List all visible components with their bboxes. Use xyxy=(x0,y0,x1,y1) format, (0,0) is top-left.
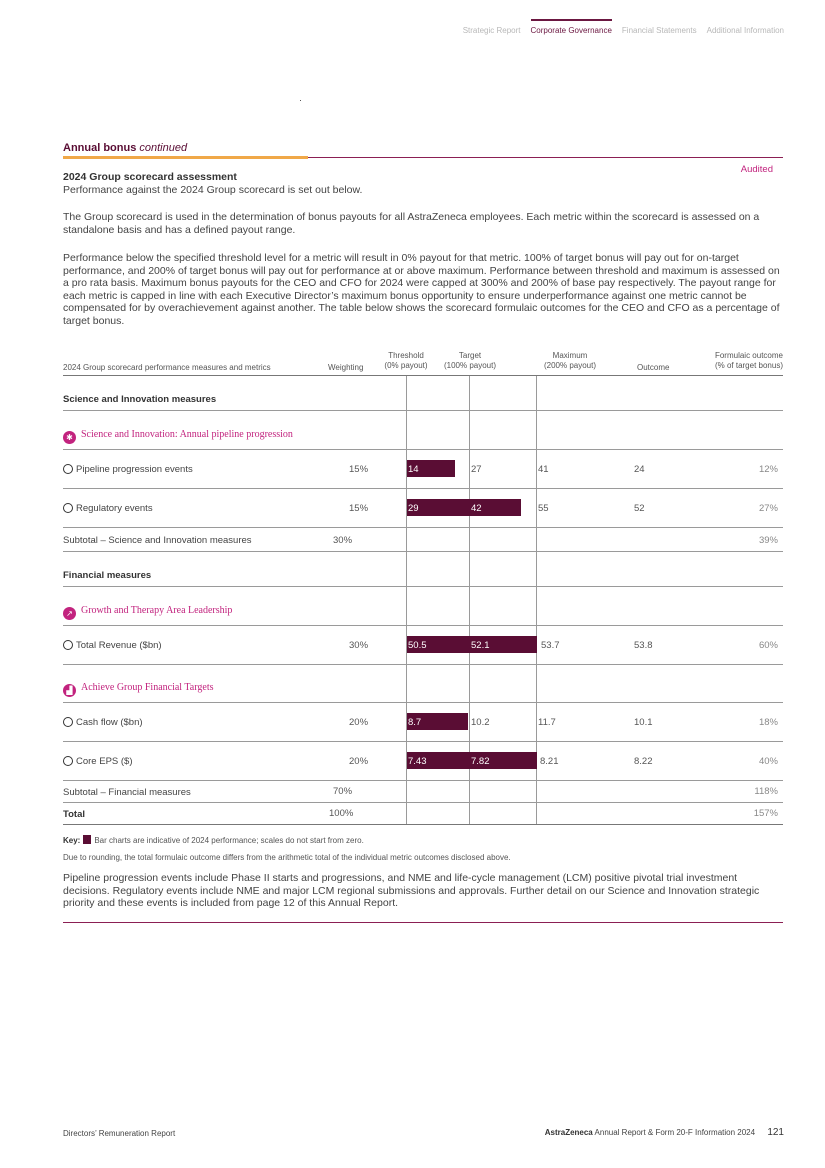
eps-formulaic: 40% xyxy=(758,756,778,767)
pipeline-formulaic: 12% xyxy=(758,464,778,475)
circle-icon xyxy=(63,717,73,727)
header-maximum-line1: Maximum xyxy=(552,351,588,360)
pipeline-weighting: 15% xyxy=(349,464,369,475)
revenue-outcome: 53.8 xyxy=(634,640,653,651)
revenue-target: 52.1 xyxy=(471,640,490,651)
subtotal-science-label: Subtotal – Science and Innovation measures xyxy=(63,535,252,546)
growth-chart-icon: ↗ xyxy=(63,607,76,620)
nav-financial-statements[interactable]: Financial Statements xyxy=(621,26,697,35)
total-label: Total xyxy=(63,809,85,820)
cashflow-formulaic: 18% xyxy=(758,717,778,728)
row-rule xyxy=(63,551,783,552)
cashflow-maximum: 11.7 xyxy=(538,717,556,728)
regulatory-target: 42 xyxy=(471,503,482,514)
subtotal-financial-formulaic: 118% xyxy=(754,786,778,797)
row-rule xyxy=(63,586,783,587)
atom-icon: ✱ xyxy=(63,431,76,444)
regulatory-performance-bar xyxy=(407,499,521,516)
cashflow-row-label xyxy=(63,717,143,728)
nav-strategic-report[interactable]: Strategic Report xyxy=(462,26,521,35)
nav-additional-information[interactable]: Additional Information xyxy=(706,26,784,35)
revenue-threshold: 50.5 xyxy=(408,640,427,651)
eps-label: Core EPS ($) xyxy=(76,756,133,767)
cashflow-threshold: 8.7 xyxy=(408,717,422,728)
eps-target: 7.82 xyxy=(471,756,490,767)
row-rule xyxy=(63,664,783,665)
eps-row-label xyxy=(63,756,133,767)
pipeline-row-label xyxy=(63,464,193,475)
eps-outcome: 8.22 xyxy=(634,756,653,767)
revenue-weighting: 30% xyxy=(349,640,369,651)
bottom-rule xyxy=(63,922,783,923)
growth-group-row xyxy=(63,605,232,620)
regulatory-threshold: 29 xyxy=(408,503,419,514)
bar-swatch-icon xyxy=(83,835,91,844)
rounding-note: Due to rounding, the total formulaic outcome differs from the arithmetic total of the individual metric outcomes disclosed above. xyxy=(63,853,511,862)
regulatory-row-label xyxy=(63,503,153,514)
closing-paragraph: Pipeline progression events include Phase II starts and progressions, and NME and life-cycle management (LCM) positive pivotal trial investment decisions. Regulatory events include NME and major LCM regional submissions and approvals. Further detail on our Science and Innovation strategic priority and these events is included from page 12 of this Annual Report. xyxy=(63,872,760,909)
total-formulaic: 157% xyxy=(753,808,778,819)
section-title-suffix: continued xyxy=(139,142,188,154)
circle-icon xyxy=(63,756,73,766)
science-group-row xyxy=(63,429,293,444)
row-rule xyxy=(63,741,783,742)
header-metric: 2024 Group scorecard performance measures and metrics xyxy=(63,363,271,372)
regulatory-maximum: 55 xyxy=(538,503,549,514)
growth-group-label: Growth and Therapy Area Leadership xyxy=(81,605,233,616)
cashflow-weighting: 20% xyxy=(349,717,369,728)
eps-threshold: 7.43 xyxy=(408,756,427,767)
pipeline-outcome: 24 xyxy=(634,464,645,475)
table-bottom-rule xyxy=(63,824,783,825)
row-rule xyxy=(63,410,783,411)
subtotal-science-formulaic: 39% xyxy=(758,535,778,546)
science-group-label: Science and Innovation: Annual pipeline progression xyxy=(81,429,293,440)
pipeline-target: 27 xyxy=(471,464,482,475)
regulatory-label: Regulatory events xyxy=(76,503,153,514)
subtotal-financial-weighting: 70% xyxy=(333,786,353,797)
chart-key xyxy=(63,835,364,845)
subtitle: 2024 Group scorecard assessment xyxy=(63,171,237,183)
row-rule xyxy=(63,802,783,803)
row-rule xyxy=(63,780,783,781)
pipeline-label: Pipeline progression events xyxy=(76,464,193,475)
footer-brand: AstraZeneca xyxy=(544,1128,593,1137)
key-text: Bar charts are indicative of 2024 performance; scales do not start from zero. xyxy=(94,836,364,845)
pipeline-threshold: 14 xyxy=(408,464,419,475)
cashflow-label: Cash flow ($bn) xyxy=(76,717,143,728)
cashflow-outcome: 10.1 xyxy=(634,717,653,728)
header-maximum-line2: (200% payout) xyxy=(543,361,597,370)
row-rule xyxy=(63,449,783,450)
eps-weighting: 20% xyxy=(349,756,369,767)
header-threshold-line1: Threshold xyxy=(388,351,424,360)
row-rule xyxy=(63,488,783,489)
footer-publication xyxy=(545,1127,784,1138)
row-rule xyxy=(63,527,783,528)
footer-section-name: Directors’ Remuneration Report xyxy=(63,1129,176,1138)
header-outcome: Outcome xyxy=(637,363,670,372)
bar-graph-icon: ▟ xyxy=(63,684,76,697)
circle-icon xyxy=(63,503,73,513)
header-target-line1: Target xyxy=(458,351,482,360)
revenue-label: Total Revenue ($bn) xyxy=(76,640,162,651)
regulatory-outcome: 52 xyxy=(634,503,645,514)
regulatory-weighting: 15% xyxy=(349,503,369,514)
header-weighting: Weighting xyxy=(328,363,364,372)
row-rule xyxy=(63,702,783,703)
circle-icon xyxy=(63,640,73,650)
nav-corporate-governance[interactable]: Corporate Governance xyxy=(530,26,612,35)
total-weighting: 100% xyxy=(329,808,354,819)
header-rule xyxy=(63,375,783,376)
page-number: 121 xyxy=(767,1127,784,1138)
key-label: Key: xyxy=(63,836,81,845)
section-title-text: Annual bonus xyxy=(63,142,137,154)
revenue-formulaic: 60% xyxy=(758,640,778,651)
revenue-maximum: 53.7 xyxy=(541,640,560,651)
financial-group-row xyxy=(63,682,214,697)
cashflow-target: 10.2 xyxy=(471,717,490,728)
header-formulaic-line1: Formulaic outcome xyxy=(714,351,783,360)
financial-group-label: Achieve Group Financial Targets xyxy=(81,682,214,693)
pipeline-maximum: 41 xyxy=(538,464,549,475)
header-target-line2: (100% payout) xyxy=(443,361,497,370)
eps-maximum: 8.21 xyxy=(540,756,559,767)
header-threshold xyxy=(381,351,431,371)
header-formulaic-line2: (% of target bonus) xyxy=(714,361,783,370)
header-target xyxy=(438,351,502,371)
subtotal-science-weighting: 30% xyxy=(333,535,353,546)
regulatory-formulaic: 27% xyxy=(758,503,778,514)
header-formulaic xyxy=(683,351,783,371)
row-rule xyxy=(63,625,783,626)
subtotal-financial-label: Subtotal – Financial measures xyxy=(63,787,191,798)
threshold-paragraph: Performance below the specified threshold level for a metric will result in 0% payout for that metric. 100% of target bonus will pay out for on-target performance, and 200% of target bonus will pay out for performance at or above maximum. Performance between threshold and maximum is assessed on a pro rata basis. Maximum bonus payouts for the CEO and CFO for 2024 were capped at 300% and 200% of base pay respectively. The payout range for each metric is capped in line with each Executive Director’s maximum bonus opportunity to ensure underperformance against one metric cannot be compensated for by overachievement against another. The table below shows the scorecard formulaic outcomes for the CEO and CFO as a percentage of target bonus. xyxy=(63,252,780,327)
scorecard-table xyxy=(63,0,783,1168)
science-heading: Science and Innovation measures xyxy=(63,394,217,405)
scorecard-paragraph: The Group scorecard is used in the determination of bonus payouts for all AstraZeneca employees. Each metric within the scorecard is assessed on a standalone basis and has a defined payout range. xyxy=(63,211,760,236)
footer-report-title: Annual Report & Form 20-F Information 2024 xyxy=(594,1128,756,1137)
header-threshold-line2: (0% payout) xyxy=(384,361,428,370)
audited-label: Audited xyxy=(740,164,773,175)
intro-paragraph: Performance against the 2024 Group scorecard is set out below. xyxy=(63,184,363,196)
header-maximum xyxy=(537,351,603,371)
financial-heading: Financial measures xyxy=(63,570,152,581)
revenue-row-label xyxy=(63,640,162,651)
circle-icon xyxy=(63,464,73,474)
